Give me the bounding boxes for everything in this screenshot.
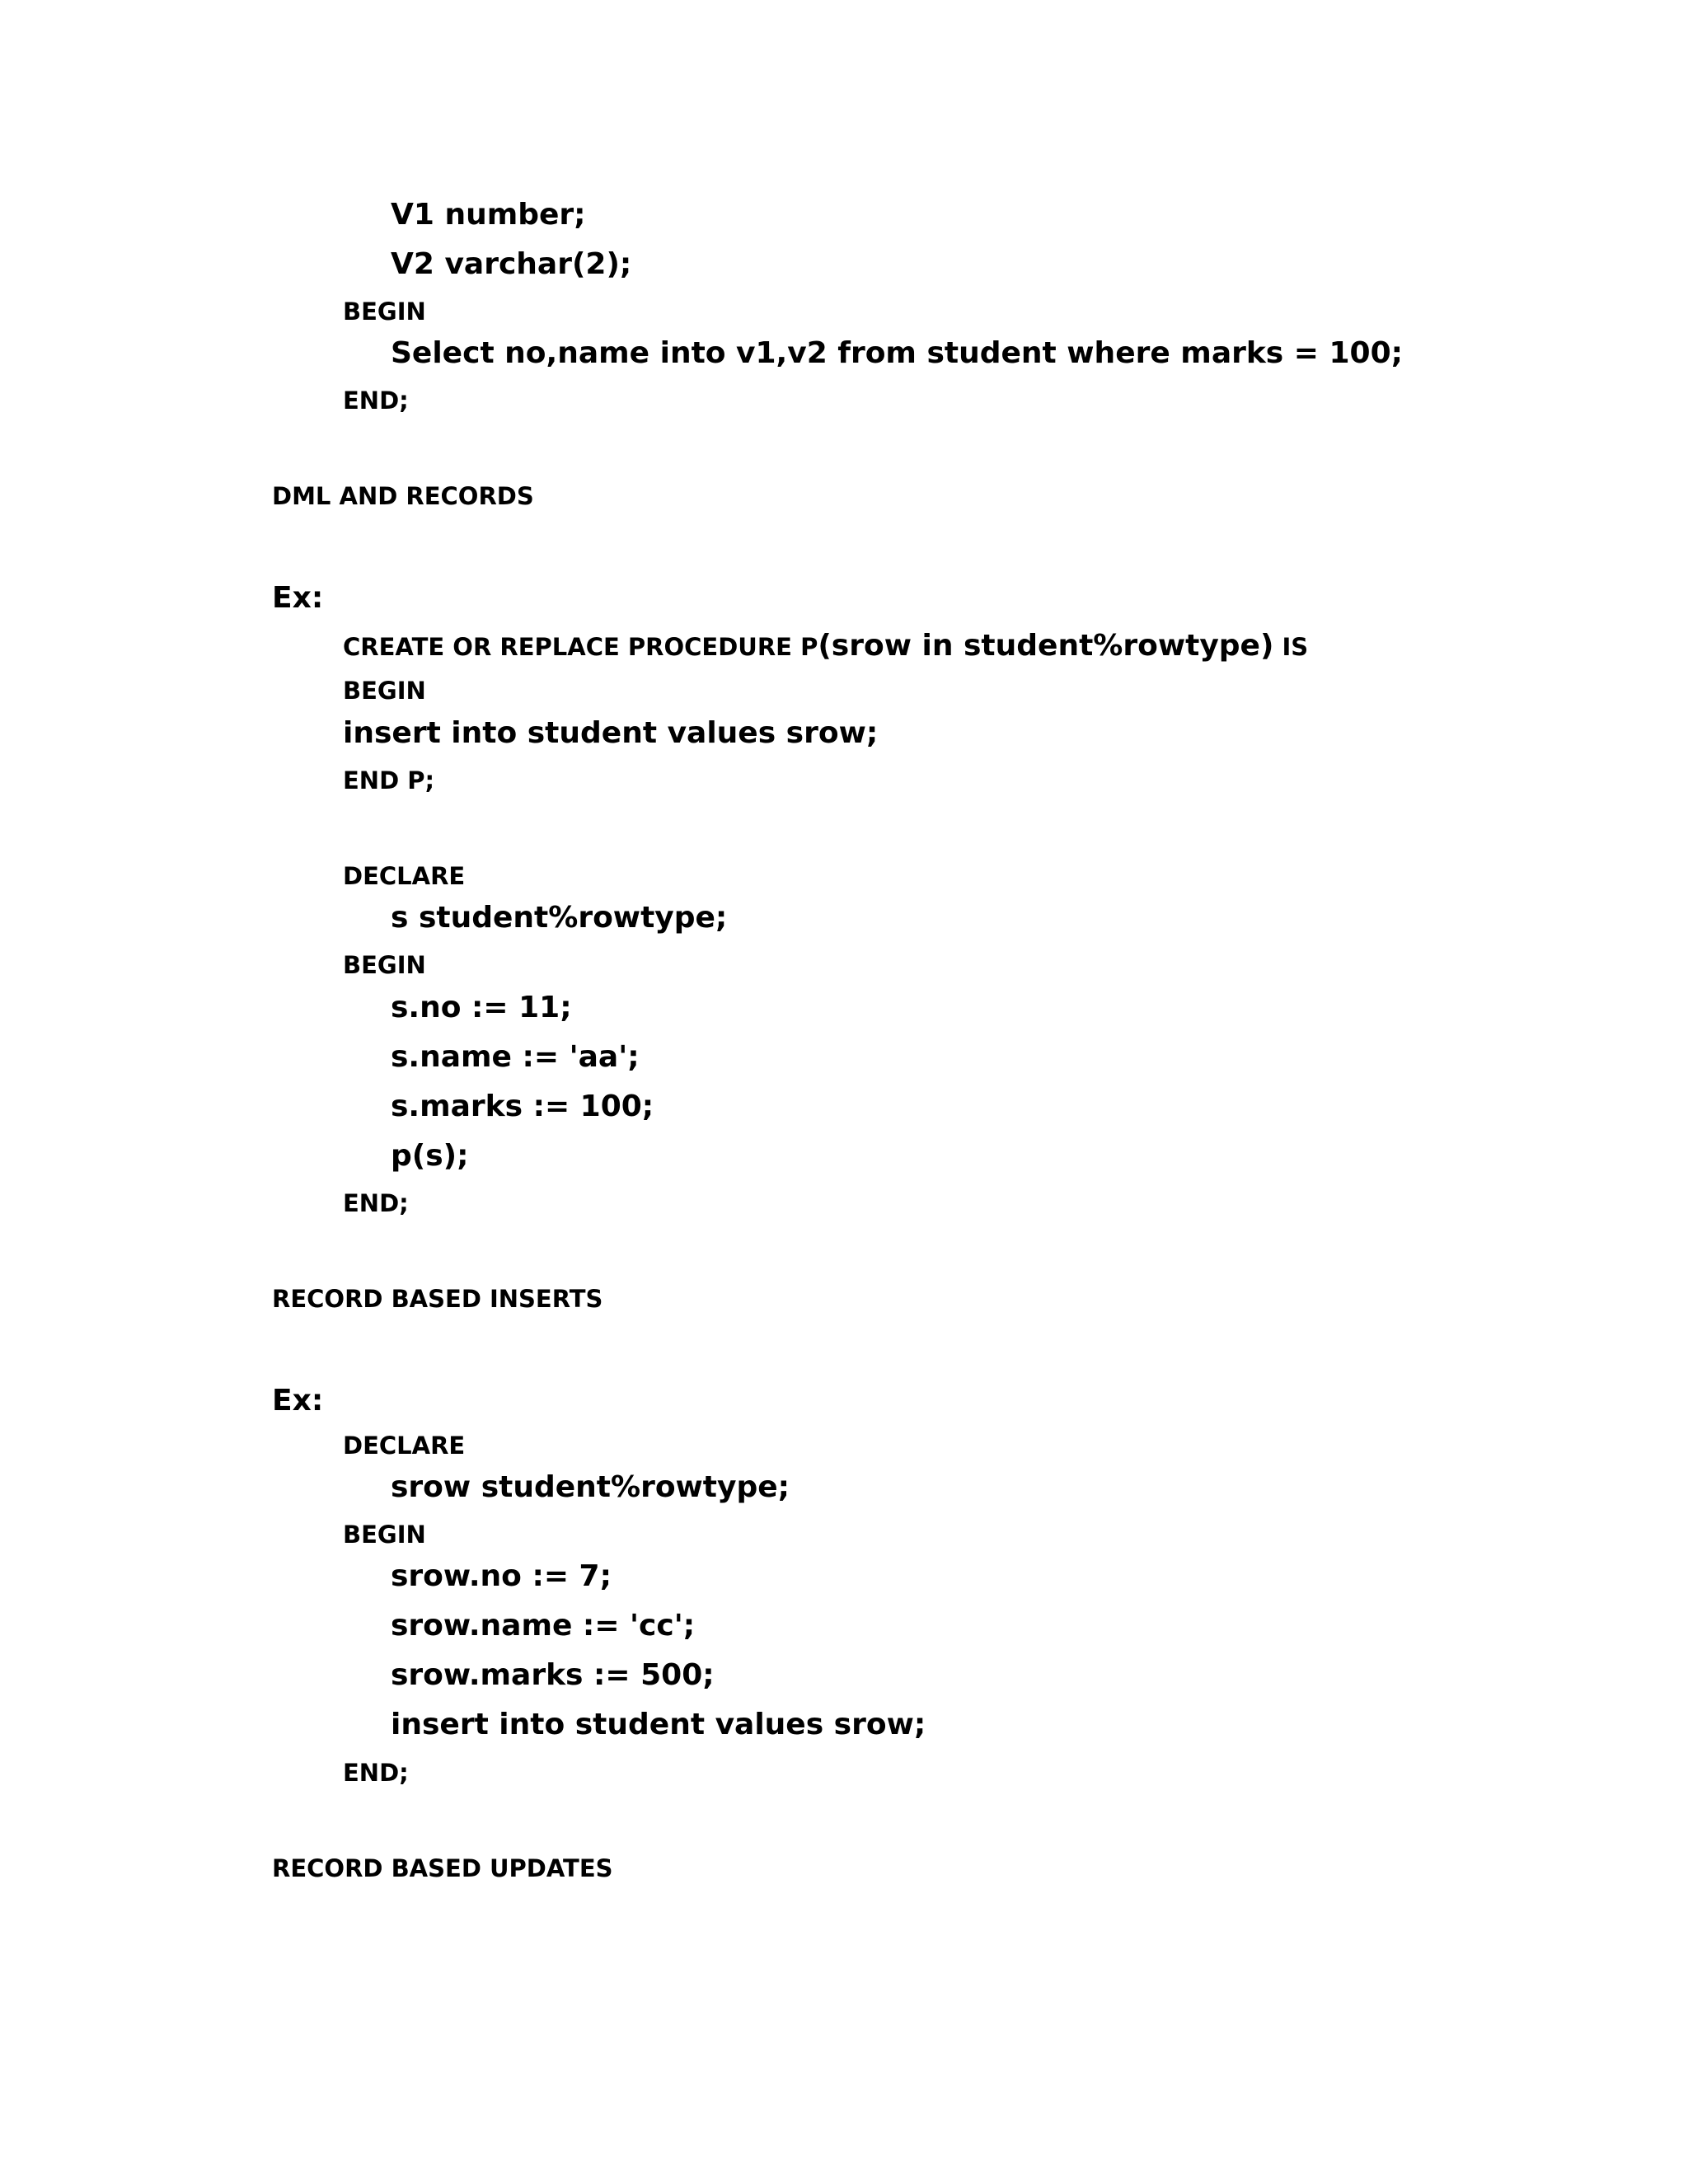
keyword-end-p: END P; [343, 766, 435, 794]
keyword-begin: BEGIN [343, 951, 426, 979]
code-line-decl-srow: srow student%rowtype; [391, 1470, 790, 1504]
code-line-assign-name: s.name := 'aa'; [391, 1040, 640, 1074]
code-line-assign-marks: s.marks := 100; [391, 1090, 654, 1123]
keyword-begin: BEGIN [343, 677, 426, 705]
code-line-assign-no: s.no := 11; [391, 991, 572, 1024]
code-line-call: p(s); [391, 1139, 469, 1173]
procedure-args: (srow in student%rowtype) [818, 629, 1274, 663]
code-line-select: Select no,name into v1,v2 from student where marks = 100; [391, 336, 1404, 370]
code-line-assign-no: srow.no := 7; [391, 1559, 612, 1593]
keyword-begin: BEGIN [343, 298, 426, 326]
keyword-declare: DECLARE [343, 862, 466, 890]
code-line-assign-name: srow.name := 'cc'; [391, 1609, 696, 1643]
code-line-procedure-header [343, 631, 1308, 661]
section-heading-record-based-updates: RECORD BASED UPDATES [272, 1854, 613, 1882]
example-label: Ex: [272, 581, 324, 615]
keyword-begin: BEGIN [343, 1521, 426, 1549]
code-line-var1: V1 number; [391, 198, 586, 232]
code-line-assign-marks: srow.marks := 500; [391, 1658, 715, 1692]
code-line-var2: V2 varchar(2); [391, 247, 632, 281]
section-heading-dml-and-records: DML AND RECORDS [272, 482, 534, 510]
code-line-insert: insert into student values srow; [343, 716, 879, 750]
example-label: Ex: [272, 1384, 324, 1418]
code-line-decl-s: s student%rowtype; [391, 901, 728, 935]
section-heading-record-based-inserts: RECORD BASED INSERTS [272, 1285, 603, 1313]
procedure-keyword: CREATE OR REPLACE PROCEDURE P [343, 633, 818, 661]
keyword-end: END; [343, 1189, 409, 1217]
keyword-end: END; [343, 387, 409, 415]
keyword-end: END; [343, 1759, 409, 1787]
keyword-declare: DECLARE [343, 1432, 466, 1460]
is-keyword: IS [1273, 633, 1309, 661]
code-line-insert: insert into student values srow; [391, 1708, 926, 1741]
